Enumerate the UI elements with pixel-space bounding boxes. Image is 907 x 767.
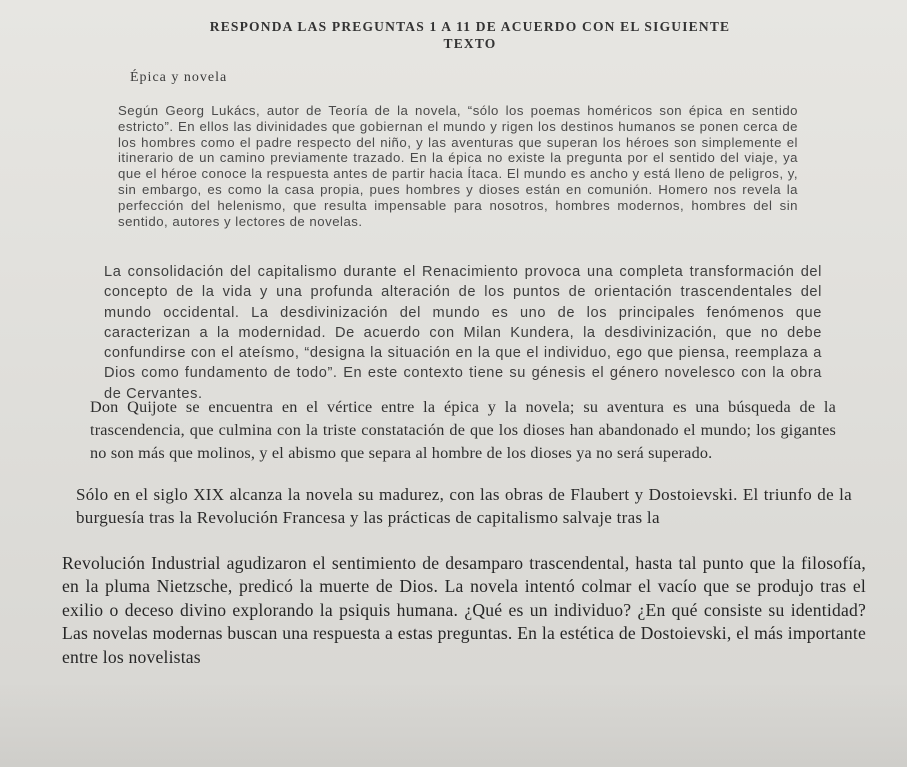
paragraph-5: Revolución Industrial agudizaron el sentimiento de desamparo trascendental, hasta tal punto que la filosofía, en la pluma Nietzsche, predicó la muerte de Dios. La novela intentó colmar el vacío que se produjo tras el exilio o deceso divino explorando la psiquis humana. ¿Qué es un individuo? ¿En qué consiste su identidad? Las novelas modernas buscan una respuesta a estas preguntas. En la estética de Dostoievski, el más importante entre los novelistas <box>62 553 866 667</box>
paragraph-2: La consolidación del capitalismo durante el Renacimiento provoca una completa transformación del concepto de la vida y una profunda alteración de los puntos de orientación trascendentales del mundo occidental. La desdivinización del mundo es uno de los principales fenómenos que caracterizan a la modernidad. De acuerdo con Milan Kundera, la desdivinización, que no debe confundirse con el ateísmo, “designa la situación en la que el individuo, ego que piensa, reemplaza a Dios como fundamento de todo”. En este contexto tiene su génesis el género novelesco con la obra de Cervantes. <box>104 264 822 402</box>
paragraph-4: Sólo en el siglo XIX alcanza la novela su madurez, con las obras de Flaubert y Dostoievski. El triunfo de la burguesía tras la Revolución Francesa y las prácticas de capitalismo salvaje tras la <box>76 485 852 527</box>
heading-line-1: RESPONDA LAS PREGUNTAS 1 A 11 DE ACUERDO CON EL SIGUIENTE <box>209 19 731 34</box>
paragraph-1: Según Georg Lukács, autor de Teoría de la novela, “sólo los poemas homéricos son épica en sentido estricto”. En ellos las divinidades que gobiernan el mundo y rigen los destinos humanos se ponen cerca de los hombres como el padre respecto del niño, y las aventuras que superan los héroes son simplemente el itinerario de un camino previamente trazado. En la épica no existe la pregunta por el sentido del viaje, ya que el héroe conoce la respuesta antes de partir hacia Ítaca. El mundo es ancho y está lleno de peligros, y, sin embargo, es como la casa propia, pues hombres y dioses están en comunión. Homero nos revela la perfección del helenismo, que resulta impensable para nosotros, hombres modernos, hombres del sin sentido, autores y lectores de novelas. <box>118 103 798 229</box>
heading-line-2: TEXTO <box>443 36 497 51</box>
instructions-heading <box>150 18 790 52</box>
paragraph-3: Don Quijote se encuentra en el vértice entre la épica y la novela; su aventura es una búsqueda de la trascendencia, que culmina con la triste constatación de que los dioses han abandonado el mundo; los gigantes no son más que molinos, y el abismo que separa al hombre de los dioses ya no será superado. <box>90 398 836 462</box>
text-title: Épica y novela <box>130 70 228 85</box>
page-shadow <box>0 680 907 767</box>
